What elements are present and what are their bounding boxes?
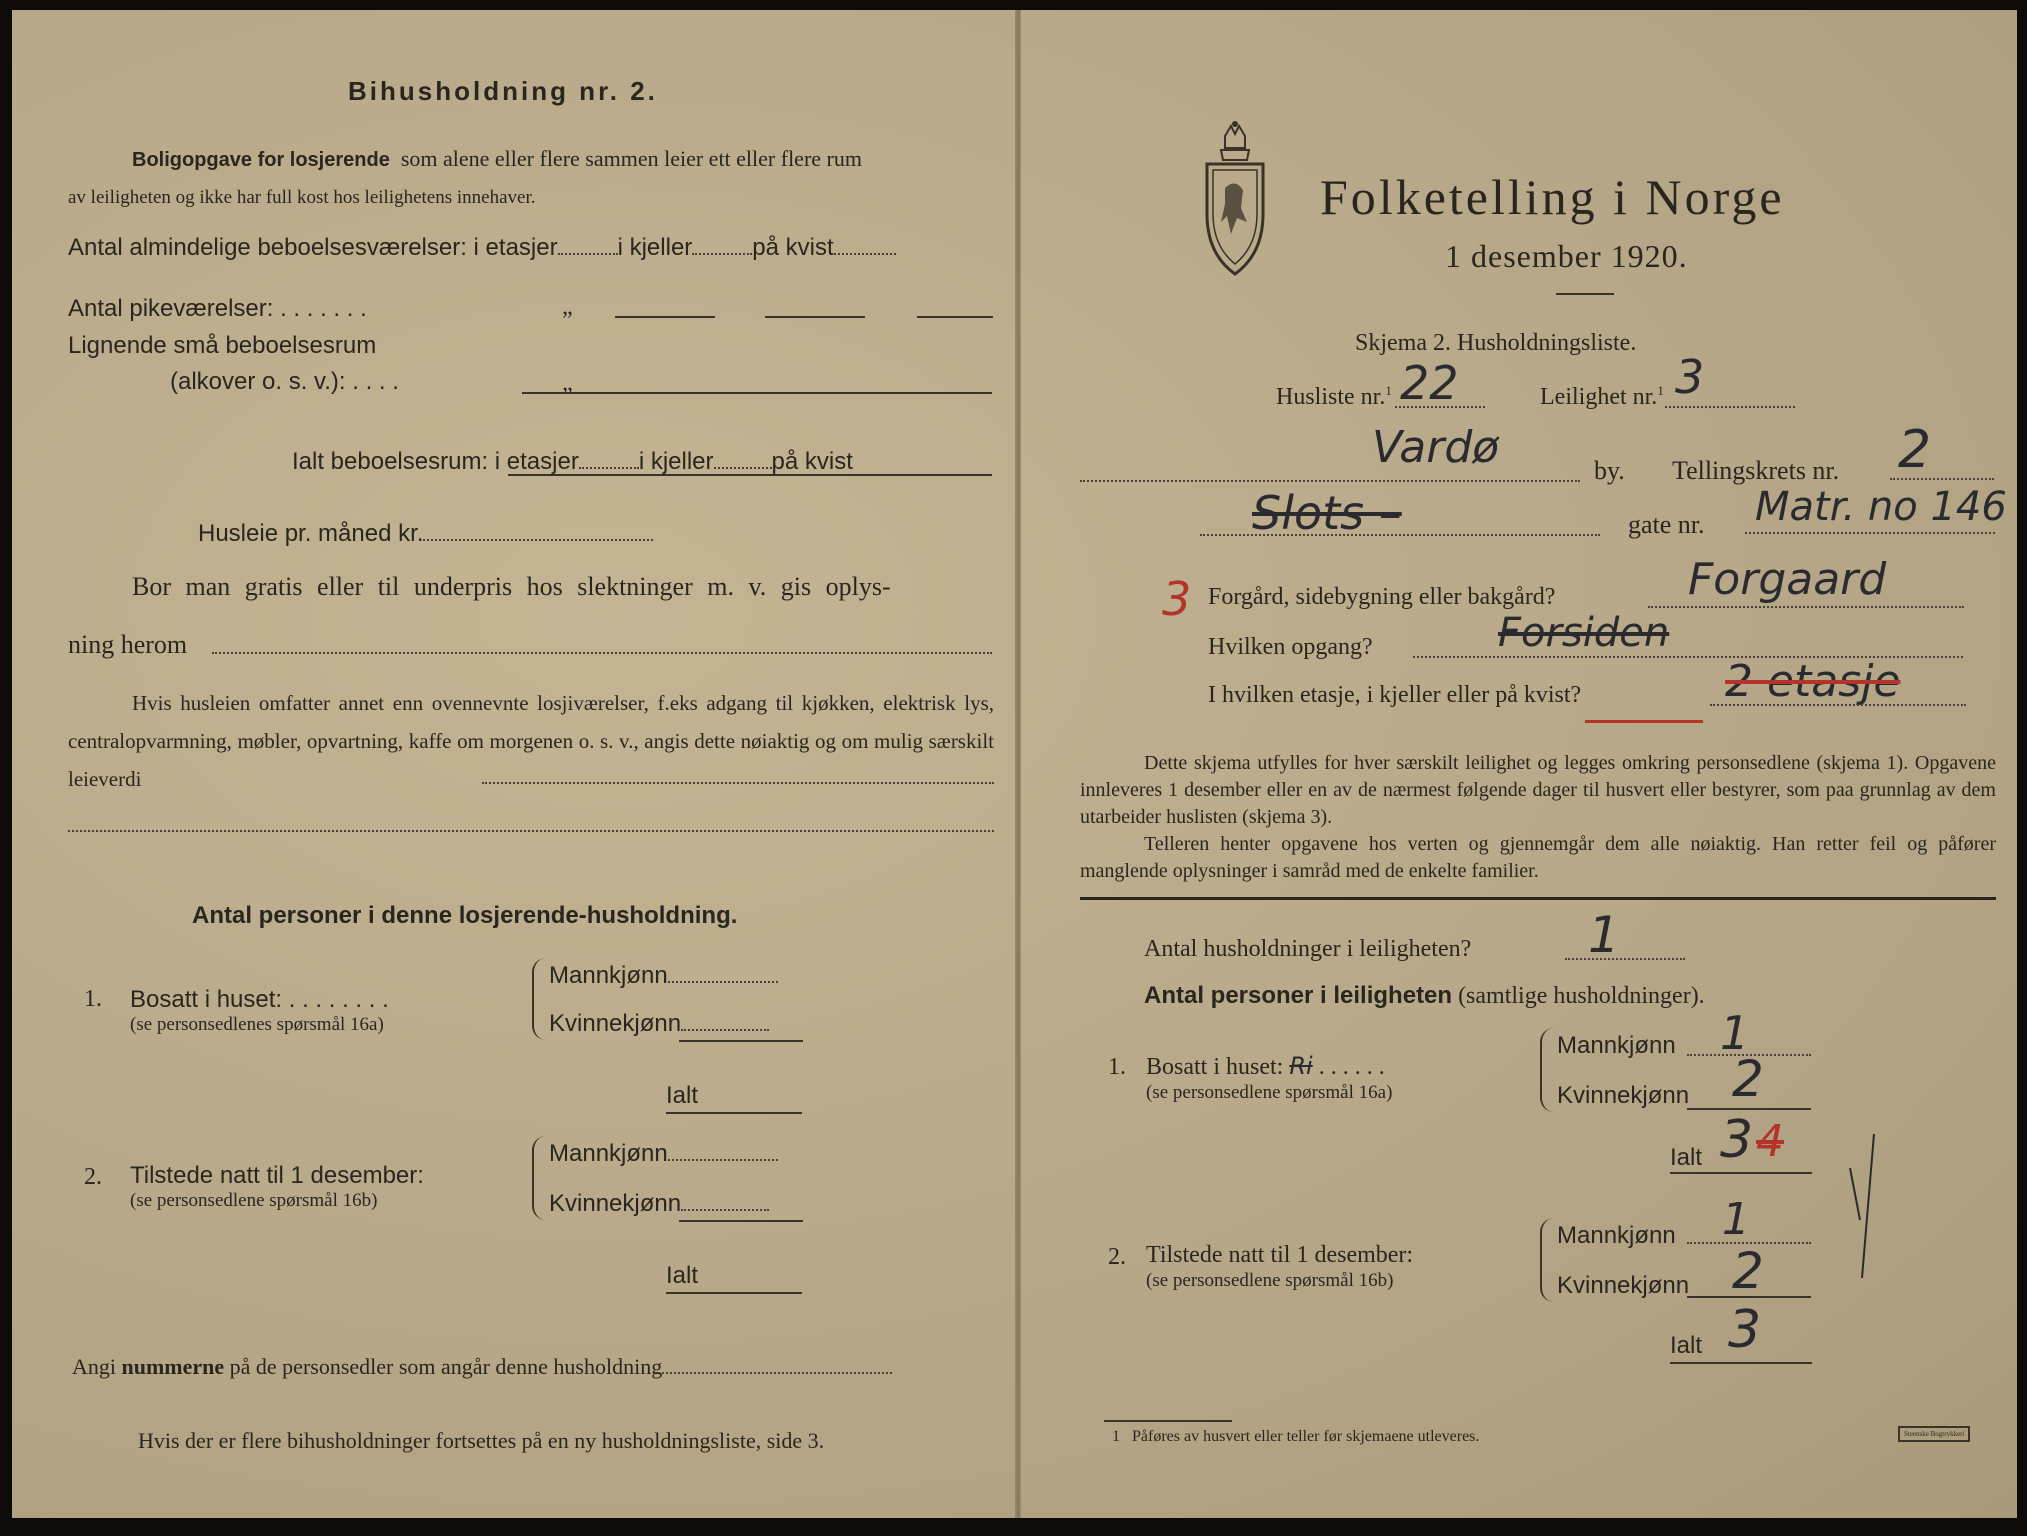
forgaard-label: Forgård, sidebygning eller bakgård? (1208, 584, 1556, 610)
husholdninger-value: 1 (1588, 906, 1620, 964)
footnote: 1 Påføres av husvert eller teller før skjemaene utleveres. (1112, 1428, 1480, 1445)
right-q2-sub: (se personsedlene spørsmål 16b) (1146, 1270, 1394, 1291)
right-q1-ialt-value: 3 (1720, 1110, 1754, 1170)
angi-row: Angi nummerne på de personsedler som angår denne husholdning (72, 1354, 892, 1380)
right-q1-ialt-struck: 4 (1756, 1116, 1784, 1167)
intro-line-2: av leiligheten og ikke har full kost hos leilighetens innehaver. (68, 187, 536, 208)
instructions-2: Telleren henter opgavene hos verten og gjennemgår dem alle nøiaktig. Han retter feil og påfører manglende oplysninger i samråd med de enkelte familier. (1080, 833, 1996, 882)
left-q1-label: Bosatt i huset: . . . . . . . . (130, 986, 389, 1013)
pikevaerelser-label: Antal pikeværelser: . . . . . . . (68, 295, 367, 322)
tellingskrets-label: Tellingskrets nr. (1672, 456, 1840, 485)
left-q1-kvinne: Kvinnekjønn (549, 1010, 769, 1038)
right-page (1020, 10, 2017, 1518)
left-page (12, 10, 1016, 1518)
left-q1-num: 1. (84, 986, 102, 1012)
right-q1-label-row: Bosatt i huset: Ri . . . . . . (1146, 1052, 1385, 1080)
left-footer: Hvis der er flere bihusholdninger fortsettes på en ny husholdningsliste, side 3. (138, 1428, 825, 1453)
census-date: 1 desember 1920. (1445, 238, 1688, 274)
gate-nr-value: Matr. no 146 (1755, 484, 2007, 530)
right-q1-sub: (se personsedlene spørsmål 16a) (1146, 1082, 1393, 1103)
right-q1-ialt-label: Ialt (1670, 1144, 1703, 1171)
opgang-label: Hvilken opgang? (1208, 634, 1373, 660)
leilighet-label: Leilighet nr.$^1$ (1540, 383, 1664, 410)
left-persons-heading: Antal personer i denne losjerende-husholdning. (192, 902, 738, 929)
right-q2-ialt-label: Ialt (1670, 1332, 1703, 1359)
leilighet-value: 3 (1675, 350, 1705, 404)
forgaard-mark: 3 (1162, 572, 1192, 626)
left-q1-ialt: Ialt (666, 1082, 699, 1109)
left-q2-kvinne: Kvinnekjønn (549, 1190, 769, 1218)
gratis-text: Bor man gratis eller til underpris hos slektninger m. v. gis oplys- (132, 572, 891, 601)
right-q2-kvinne-label: Kvinnekjønn (1557, 1272, 1690, 1299)
intro-line-1: Boligopgave for losjerende som alene eller flere sammen leier ett eller flere rum (132, 146, 862, 171)
by-value: Vardø (1372, 422, 1500, 473)
pike-ditto-1: „ (562, 294, 573, 320)
right-q2-mann-label: Mannkjønn (1557, 1222, 1676, 1249)
census-form (12, 10, 2017, 1518)
instructions-1: Dette skjema utfylles for hver særskilt leilighet og legges omkring personsedlene (skjema 1). Opgavene innleveres 1 desember eller en av de nærmest følgende dager til husvert eller bestyrer, som paa grunnlag av dem utarbeider huslisten (skjema 3). (1080, 752, 1996, 828)
left-q2-ialt: Ialt (666, 1262, 699, 1289)
left-q2-sub: (se personsedlene spørsmål 16b) (130, 1190, 378, 1211)
left-q2-mann: Mannkjønn (549, 1140, 778, 1168)
opgang-value: Forsiden (1498, 610, 1670, 656)
gate-value: Slots – (1252, 486, 1402, 540)
left-q2-num: 2. (84, 1164, 102, 1190)
hvis-text: Hvis husleien omfatter annet enn ovennevnte losjiværelser, f.eks adgang til kjøkken, elektrisk lys, centralopvarmning, møbler, opvartning, kaffe om morgenen o. s. v., angis dette nøiaktig og om mulig særskilt leieverdi (68, 691, 994, 791)
right-q2-ialt-value: 3 (1728, 1300, 1762, 1360)
by-label: by. (1594, 456, 1625, 485)
etasje-value: 2 etasje (1725, 656, 1901, 707)
alkover-ditto: „ (562, 370, 573, 396)
rooms-row: Antal almindelige beboelsesværelser: i etasjer i kjeller på kvist (68, 234, 896, 262)
right-q2-mann-value: 1 (1722, 1194, 1750, 1245)
alkover-label: (alkover o. s. v.): . . . . (170, 368, 399, 395)
lignende-label: Lignende små beboelsesrum (68, 332, 377, 359)
husliste-label: Husliste nr.$^1$ (1276, 383, 1392, 410)
husleie-row: Husleie pr. måned kr. (198, 520, 653, 548)
right-q1-mann-label: Mannkjønn (1557, 1032, 1676, 1059)
etasje-label: I hvilken etasje, i kjeller eller på kvist? (1208, 682, 1582, 708)
gate-label: gate nr. (1628, 510, 1705, 539)
right-title: Folketelling i Norge (1320, 169, 1785, 225)
husliste-value: 22 (1400, 356, 1459, 410)
right-q2-kvinne-value: 2 (1732, 1242, 1764, 1300)
printer-stamp: Steenske Bogtrykkeri (1898, 1426, 1970, 1442)
right-q1-kvinne-label: Kvinnekjønn (1557, 1082, 1690, 1109)
tellingskrets-value: 2 (1898, 420, 1932, 480)
forgaard-value: Forgaard (1688, 554, 1887, 605)
coat-of-arms-icon (1201, 118, 1269, 278)
left-q1-mann: Mannkjønn (549, 962, 778, 990)
ialt-rooms-row: Ialt beboelsesrum: i etasjer i kjeller på kvist (292, 448, 853, 475)
gratis-text-2: ning herom (68, 630, 188, 659)
husholdninger-label: Antal husholdninger i leiligheten? (1144, 936, 1472, 962)
right-persons-heading: Antal personer i leiligheten (samtlige husholdninger). (1144, 982, 1705, 1009)
right-q1-num: 1. (1108, 1054, 1126, 1080)
right-q2-num: 2. (1108, 1244, 1126, 1270)
left-q2-label: Tilstede natt til 1 desember: (130, 1162, 424, 1189)
skjema-label: Skjema 2. Husholdningsliste. (1355, 330, 1637, 356)
right-q1-kvinne-value: 2 (1732, 1050, 1764, 1108)
left-q1-sub: (se personsedlenes spørsmål 16a) (130, 1014, 384, 1035)
right-q2-label: Tilstede natt til 1 desember: (1146, 1242, 1414, 1268)
left-title: Bihusholdning nr. 2. (348, 76, 658, 106)
check-mark-icon (1846, 1130, 1886, 1280)
right-q1-mann-value: 1 (1720, 1006, 1750, 1060)
